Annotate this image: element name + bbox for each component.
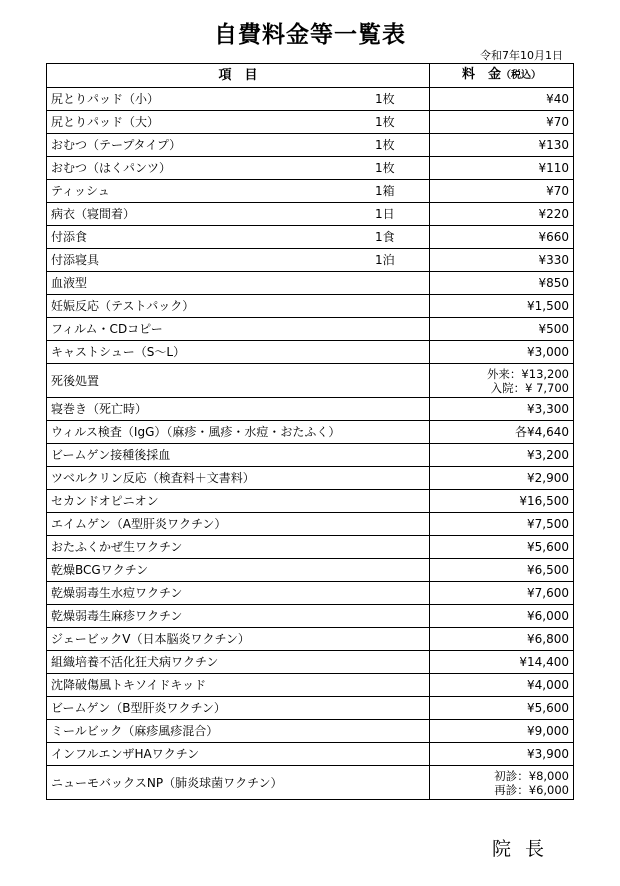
table-row	[47, 295, 574, 318]
table-row	[47, 272, 574, 295]
price-value: ¥110	[538, 161, 569, 175]
table-row	[47, 490, 574, 513]
item-name: 組織培養不活化狂犬病ワクチン	[51, 655, 219, 669]
table-row	[47, 628, 574, 651]
price-cell	[430, 88, 574, 111]
table-row	[47, 513, 574, 536]
item-cell	[47, 513, 430, 536]
item-cell	[47, 766, 430, 800]
price-cell	[430, 444, 574, 467]
item-name: エイムゲン（A型肝炎ワクチン）	[51, 517, 227, 531]
item-cell	[47, 226, 430, 249]
item-name: 乾燥弱毒生麻疹ワクチン	[51, 609, 183, 623]
item-name: 付添寝具	[51, 253, 100, 267]
document-date: 令和7年10月1日	[480, 49, 563, 62]
item-cell	[47, 444, 430, 467]
table-row	[47, 134, 574, 157]
table-row	[47, 766, 574, 800]
price-cell	[430, 697, 574, 720]
price-cell	[430, 421, 574, 444]
item-quantity: 1箱	[375, 184, 395, 198]
item-name: ジェービックV（日本脳炎ワクチン）	[51, 632, 250, 646]
table-row	[47, 226, 574, 249]
price-line-1: 外来：¥13,200	[486, 366, 569, 381]
price-value: ¥70	[546, 184, 569, 198]
price-value: ¥7,600	[527, 586, 569, 600]
table-row	[47, 536, 574, 559]
item-name: ビームゲン（B型肝炎ワクチン）	[51, 701, 226, 715]
item-quantity: 1枚	[375, 92, 395, 106]
table-row	[47, 341, 574, 364]
table-row	[47, 157, 574, 180]
item-name: キャストシュー（S～L）	[51, 345, 186, 359]
item-cell	[47, 559, 430, 582]
item-name: ミールビック（麻疹風疹混合）	[51, 724, 219, 738]
table-row	[47, 444, 574, 467]
item-cell	[47, 88, 430, 111]
item-cell	[47, 651, 430, 674]
price-cell	[430, 720, 574, 743]
price-value: ¥3,000	[527, 345, 569, 359]
price-value: ¥6,000	[527, 609, 569, 623]
price-cell	[430, 743, 574, 766]
table-row	[47, 720, 574, 743]
item-cell	[47, 180, 430, 203]
item-name: 尻とりパッド（大）	[51, 115, 160, 129]
table-row	[47, 697, 574, 720]
item-name: 妊娠反応（テストパック）	[51, 299, 195, 313]
price-cell	[430, 467, 574, 490]
item-name: ツベルクリン反応（検査料＋文書料）	[51, 471, 255, 485]
price-column-header: 料 金（税込）	[430, 64, 574, 88]
item-cell	[47, 111, 430, 134]
item-cell	[47, 295, 430, 318]
price-cell	[430, 536, 574, 559]
table-row	[47, 88, 574, 111]
item-name: 血液型	[51, 276, 88, 290]
item-cell	[47, 743, 430, 766]
item-name: 乾燥弱毒生水痘ワクチン	[51, 586, 183, 600]
item-cell	[47, 674, 430, 697]
item-cell	[47, 605, 430, 628]
item-cell	[47, 490, 430, 513]
price-value: ¥7,500	[527, 517, 569, 531]
page-title: 自費料金等一覧表	[214, 22, 406, 48]
price-value: ¥500	[538, 322, 569, 336]
item-cell	[47, 697, 430, 720]
item-name: 乾燥BCGワクチン	[51, 563, 149, 577]
item-name: インフルエンザHAワクチン	[51, 747, 200, 761]
fee-table	[46, 63, 574, 800]
price-value: ¥2,900	[527, 471, 569, 485]
price-value: ¥6,800	[527, 632, 569, 646]
table-row	[47, 249, 574, 272]
price-cell	[430, 272, 574, 295]
item-quantity: 1枚	[375, 138, 395, 152]
item-quantity: 1泊	[375, 253, 395, 267]
item-name: ニューモバックスNP（肺炎球菌ワクチン）	[51, 775, 283, 790]
table-row	[47, 559, 574, 582]
price-value: ¥220	[538, 207, 569, 221]
price-cell	[430, 295, 574, 318]
price-value: ¥3,300	[527, 402, 569, 416]
item-cell	[47, 421, 430, 444]
item-name: ウィルス検査（IgG）（麻疹・風疹・水痘・おたふく）	[51, 425, 341, 439]
item-cell	[47, 582, 430, 605]
item-name: 付添食	[51, 230, 88, 244]
price-value: ¥3,200	[527, 448, 569, 462]
item-cell	[47, 318, 430, 341]
price-line-2: 再診：¥6,000	[494, 782, 569, 797]
price-cell	[430, 398, 574, 421]
price-cell	[430, 318, 574, 341]
item-cell	[47, 203, 430, 226]
item-cell	[47, 628, 430, 651]
price-cell	[430, 203, 574, 226]
item-cell	[47, 398, 430, 421]
price-cell	[430, 111, 574, 134]
price-cell	[430, 341, 574, 364]
price-cell	[430, 559, 574, 582]
table-row	[47, 318, 574, 341]
price-value: ¥6,500	[527, 563, 569, 577]
price-line-1: 初診：¥8,000	[494, 768, 569, 783]
price-value: ¥14,400	[519, 655, 569, 669]
price-cell	[430, 766, 574, 800]
price-value: ¥70	[546, 115, 569, 129]
price-cell	[430, 134, 574, 157]
item-name: セカンドオピニオン	[51, 494, 159, 508]
item-name: ティッシュ	[51, 184, 110, 198]
item-name: 沈降破傷風トキソイドキッド	[51, 678, 207, 692]
table-row	[47, 203, 574, 226]
item-cell	[47, 341, 430, 364]
price-cell	[430, 628, 574, 651]
price-cell	[430, 157, 574, 180]
price-cell	[430, 582, 574, 605]
price-value: ¥3,900	[527, 747, 569, 761]
table-row	[47, 674, 574, 697]
price-line-2: 入院：¥ 7,700	[490, 380, 569, 395]
price-cell	[430, 490, 574, 513]
price-value: ¥1,500	[527, 299, 569, 313]
signature-director: 院長	[491, 838, 558, 860]
price-value: ¥130	[538, 138, 569, 152]
table-header-row	[47, 64, 574, 88]
price-cell	[430, 651, 574, 674]
item-cell	[47, 272, 430, 295]
table-row	[47, 467, 574, 490]
table-row	[47, 651, 574, 674]
price-two-line	[487, 367, 569, 395]
price-cell	[430, 674, 574, 697]
item-quantity: 1食	[375, 230, 395, 244]
table-row	[47, 111, 574, 134]
item-name: おむつ（はくパンツ）	[51, 161, 172, 175]
item-column-header: 項 目	[47, 64, 430, 88]
price-cell	[430, 605, 574, 628]
table-row	[47, 421, 574, 444]
item-name: ビームゲン接種後採血	[51, 448, 171, 462]
price-cell	[430, 249, 574, 272]
item-name: おむつ（テープタイプ）	[51, 138, 182, 152]
fee-table-body	[47, 88, 574, 800]
price-value: ¥330	[538, 253, 569, 267]
item-name: フィルム・CDコピー	[51, 322, 163, 336]
item-cell	[47, 157, 430, 180]
tax-note: （税込）	[501, 70, 541, 81]
price-value: ¥660	[538, 230, 569, 244]
table-row	[47, 364, 574, 398]
item-cell	[47, 134, 430, 157]
item-cell	[47, 536, 430, 559]
price-value: ¥5,600	[527, 540, 569, 554]
item-name: 病衣（寝間着）	[51, 207, 136, 221]
item-name: 寝巻き（死亡時）	[51, 402, 148, 416]
table-row	[47, 180, 574, 203]
price-value: ¥5,600	[527, 701, 569, 715]
item-name: おたふくかぜ生ワクチン	[51, 540, 183, 554]
price-value: ¥16,500	[519, 494, 569, 508]
item-quantity: 1枚	[375, 161, 395, 175]
item-quantity: 1枚	[375, 115, 395, 129]
table-row	[47, 743, 574, 766]
table-row	[47, 605, 574, 628]
item-name: 死後処置	[51, 373, 100, 388]
item-cell	[47, 364, 430, 398]
price-value: ¥4,000	[527, 678, 569, 692]
table-row	[47, 582, 574, 605]
price-cell	[430, 513, 574, 536]
price-two-line	[494, 769, 569, 797]
item-cell	[47, 720, 430, 743]
price-value: ¥9,000	[527, 724, 569, 738]
price-value: 各¥4,640	[515, 425, 569, 439]
item-cell	[47, 249, 430, 272]
price-cell	[430, 364, 574, 398]
item-cell	[47, 467, 430, 490]
price-cell	[430, 180, 574, 203]
item-quantity: 1日	[375, 207, 395, 221]
price-value: ¥850	[538, 276, 569, 290]
price-value: ¥40	[546, 92, 569, 106]
table-row	[47, 398, 574, 421]
price-cell	[430, 226, 574, 249]
item-name: 尻とりパッド（小）	[51, 92, 160, 106]
